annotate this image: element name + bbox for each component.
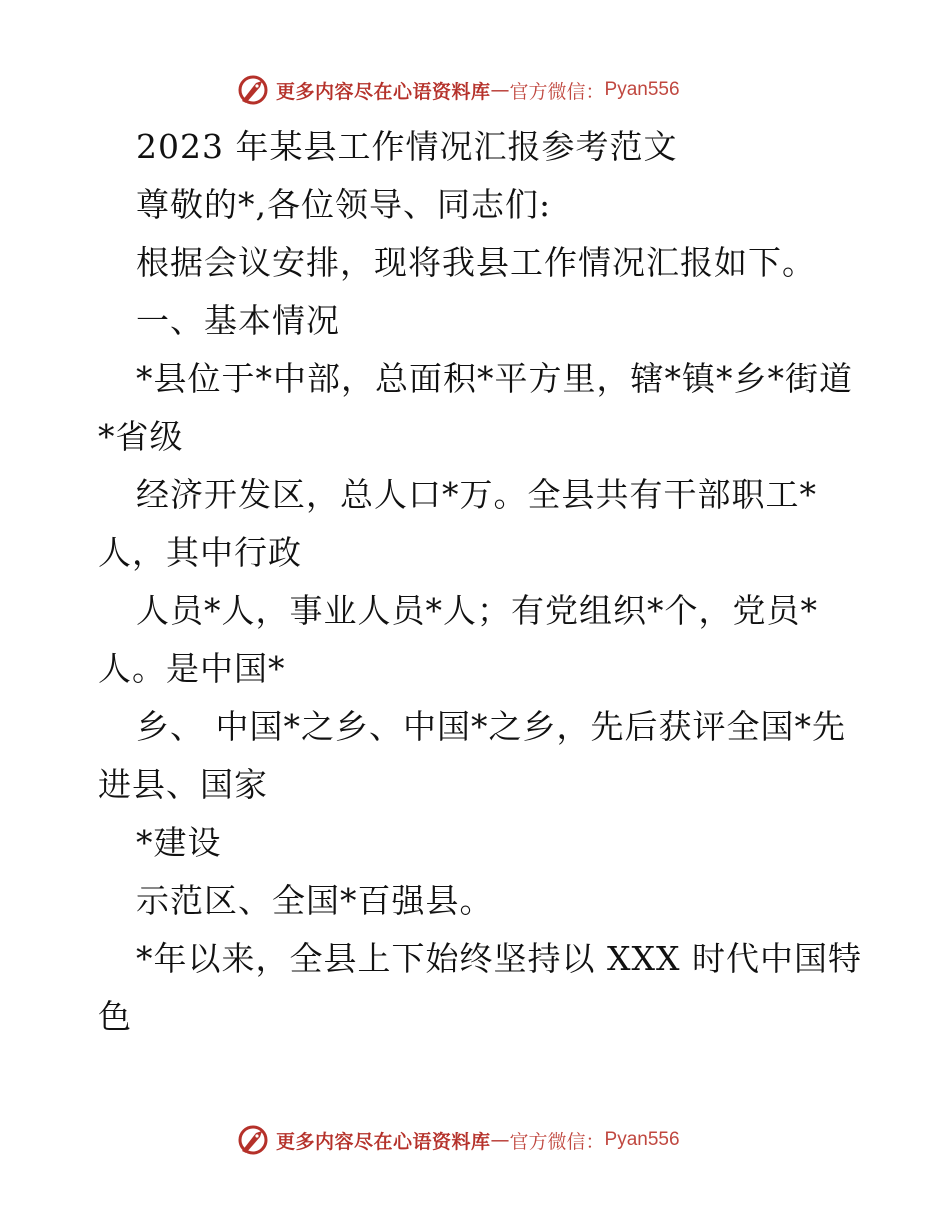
header-watermark [236,72,680,108]
watermark-separator: — [490,79,510,101]
footer-watermark [236,1122,680,1158]
paragraph-line: 进县、国家 [98,765,268,804]
paragraph-line: 经济开发区，总人口*万。全县共有干部职工* [136,475,817,514]
watermark-contact-handle: Pyan556 [604,1129,680,1150]
salutation: 尊敬的*,各位领导、同志们: [136,185,552,224]
paragraph-line: 人，其中行政 [98,533,302,572]
paragraph-line: *年以来，全县上下始终坚持以 XXX 时代中国特 [136,939,862,978]
paragraph-line: *省级 [98,417,184,456]
paragraph-line: 人员*人，事业人员*人；有党组织*个，党员* [136,591,818,630]
watermark-contact-label: 官方微信： [509,1130,605,1153]
watermark-brand: 更多内容尽在心语资料库 [276,1130,491,1153]
watermark-contact-handle: Pyan556 [604,79,680,100]
paragraph-line: *建设 [136,823,222,862]
watermark-brand: 更多内容尽在心语资料库 [276,80,491,103]
paragraph-line: 示范区、全国*百强县。 [136,881,494,920]
section-heading: 一、基本情况 [136,301,340,340]
paragraph-line: 乡、 中国*之乡、中国*之乡，先后获评全国*先 [136,707,846,746]
pen-nib-circle-icon [236,1123,270,1157]
pen-nib-circle-icon [236,73,270,107]
watermark-separator: — [490,1129,510,1151]
watermark-contact-label: 官方微信： [509,80,605,103]
paragraph-line: 人。是中国* [98,649,286,688]
paragraph-line: *县位于*中部，总面积*平方里，辖*镇*乡*街道 [136,359,853,398]
paragraph-line: 色 [98,997,132,1036]
document-body [98,118,862,1046]
paragraph-line: 根据会议安排，现将我县工作情况汇报如下。 [136,243,816,282]
document-title: 2023 年某县工作情况汇报参考范文 [136,127,678,166]
